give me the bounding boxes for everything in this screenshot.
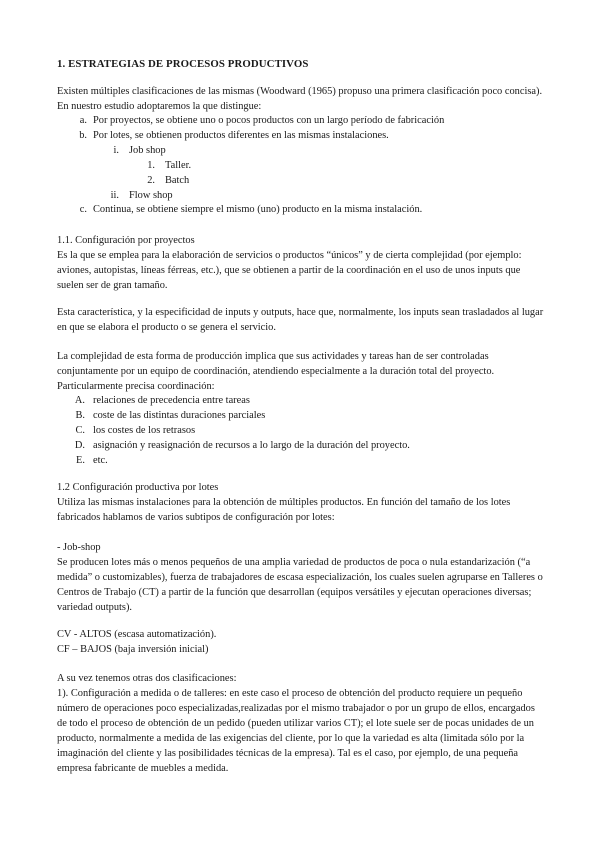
intro-paragraph: Existen múltiples clasificaciones de las mismas (Woodward (1965) propuso una primera clasificación poco concisa). En nuestro estudio adoptaremos la que distingue:: [57, 86, 543, 112]
paragraph: 1). Configuración a medida o de talleres: en este caso el proceso de obtención del producto requiere un pequeño número de operaciones poco especializadas,realizadas por el mismo trabajador o por un grupo de ellos, encargados de todo el proceso de obtención de un pedido (pueden utilizar varios CT); el lote suele ser de pocas unidades de un producto, normalmente a medida de las exigencias del cliente, por lo que la variedad es alta (limitada sólo por la imaginación del cliente y las posibilidades técnicas de la empresa). Tal es el caso, por ejemplo, de una pequeña empresa fabricante de muebles a medida.: [57, 688, 535, 774]
paragraph: Utiliza las mismas instalaciones para la obtención de múltiples productos. En función del tamaño de los lotes fabricados hablamos de varios subtipos de configuración por lotes:: [57, 497, 511, 523]
list-item-text: relaciones de precedencia entre tareas: [93, 395, 250, 406]
list-item-text: Continua, se obtiene siempre el mismo (uno) producto en la misma instalación.: [93, 204, 423, 216]
list-marker: 1.: [147, 159, 155, 171]
list-marker: ii.: [110, 189, 119, 201]
classification-list: [57, 114, 547, 218]
list-marker: B.: [75, 409, 85, 421]
subheading-job-shop: - Job-shop: [57, 542, 101, 553]
list-marker: E.: [76, 454, 85, 466]
coordination-list: [57, 394, 547, 469]
list-item-text: Job shop: [129, 144, 166, 156]
paragraph: Es la que se emplea para la elaboración de servicios o productos “únicos” y de cierta complejidad (por ejemplo: aviones, autopistas, líneas férreas, etc.), que se obtienen a partir de la coordinación en el uso de unos inputs que suelen ser de gran tamaño.: [57, 250, 522, 291]
list-item: [57, 189, 547, 204]
cf-line: CF – BAJOS (baja inversión inicial): [57, 644, 209, 655]
list-item: [57, 159, 547, 174]
list-item: [57, 439, 547, 454]
paragraph: Se producen lotes más o menos pequeños de una amplia variedad de productos de poca o nula estandarización (“a medida” o customizables), fuerza de trabajadores de escasa especialización, los cuales suelen agruparse en Talleres o Centros de Trabajo (CT) a partir de la función que desarrollan (equipos versátiles y ejecutan operaciones diversas; variedad outputs).: [57, 557, 543, 613]
list-marker: 2.: [147, 174, 155, 186]
list-item: [57, 114, 547, 129]
list-item-text: coste de las distintas duraciones parciales: [93, 409, 266, 421]
list-item: [57, 394, 547, 409]
section-heading-1-2: 1.2 Configuración productiva por lotes: [57, 482, 219, 493]
list-marker: b.: [79, 129, 87, 141]
list-marker: a.: [79, 115, 87, 126]
list-item: [57, 409, 547, 424]
list-item-text: Flow shop: [129, 189, 173, 201]
list-item-text: Por lotes, se obtienen productos diferentes en las mismas instalaciones.: [93, 129, 389, 141]
list-item-text: asignación y reasignación de recursos a lo largo de la duración del proyecto.: [93, 439, 410, 451]
list-item-text: Por proyectos, se obtiene uno o pocos productos con un largo período de fabricación: [93, 115, 445, 126]
list-item-text: etc.: [93, 454, 108, 466]
list-marker: D.: [74, 439, 85, 451]
list-item: [57, 203, 547, 218]
paragraph: Esta característica, y la especificidad de inputs y outputs, hace que, normalmente, los inputs sean trasladados al lugar en que se elabora el producto o se genera el servicio.: [57, 307, 544, 333]
list-marker: i.: [113, 144, 119, 156]
list-marker: C.: [75, 424, 85, 436]
list-item: [57, 454, 547, 469]
list-item: [57, 129, 547, 144]
paragraph: La complejidad de esta forma de producción implica que sus actividades y tareas han de ser controladas conjuntamente por un equipo de coordinación, atendiendo especialmente a la duración total del proyecto. Particularmente precisa coordinación:: [57, 351, 495, 392]
list-item: [57, 424, 547, 439]
cv-line: CV - ALTOS (escasa automatización).: [57, 629, 217, 640]
list-item: [57, 144, 547, 159]
list-item-text: Batch: [165, 174, 190, 186]
paragraph: A su vez tenemos otras dos clasificaciones:: [57, 673, 237, 684]
list-marker: A.: [74, 395, 85, 406]
section-heading-1-1: 1.1. Configuración por proyectos: [57, 235, 195, 246]
list-item: [57, 174, 547, 189]
list-item-text: Taller.: [165, 159, 192, 171]
section-title: 1. ESTRATEGIAS DE PROCESOS PRODUCTIVOS: [57, 58, 309, 70]
list-item-text: los costes de los retrasos: [93, 424, 196, 436]
list-marker: c.: [79, 204, 87, 216]
